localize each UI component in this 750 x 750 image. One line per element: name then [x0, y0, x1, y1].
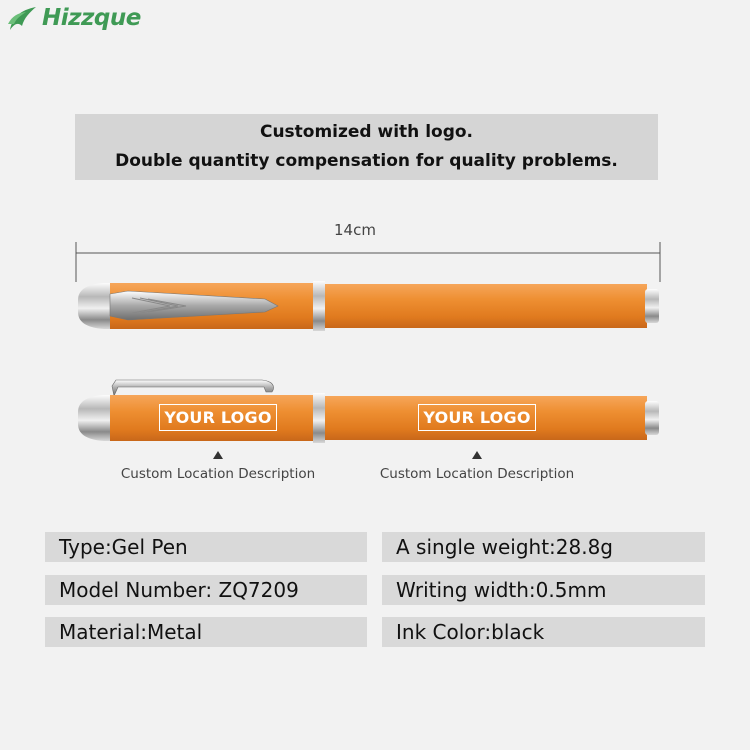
- measure-line: [76, 242, 660, 282]
- logo-placeholder-right: YOUR LOGO: [418, 404, 536, 431]
- spec-writing-width: Writing width:0.5mm: [382, 575, 705, 605]
- marker-arrow-left-icon: [213, 451, 223, 459]
- spec-model: Model Number: ZQ7209: [45, 575, 367, 605]
- length-label: 14cm: [334, 221, 376, 239]
- location-desc-right: Custom Location Description: [379, 466, 575, 482]
- spec-ink-color: Ink Color:black: [382, 617, 705, 647]
- banner-line-2: Double quantity compensation for quality problems.: [115, 151, 618, 171]
- spec-material: Material:Metal: [45, 617, 367, 647]
- location-desc-left: Custom Location Description: [120, 466, 316, 482]
- spec-weight: A single weight:28.8g: [382, 532, 705, 562]
- brand-name: Hizzque: [42, 5, 141, 31]
- pen-capped: [78, 281, 659, 331]
- spec-type: Type:Gel Pen: [45, 532, 367, 562]
- logo-placeholder-left: YOUR LOGO: [159, 404, 277, 431]
- marker-arrow-right-icon: [472, 451, 482, 459]
- banner-line-1: Customized with logo.: [259, 122, 474, 142]
